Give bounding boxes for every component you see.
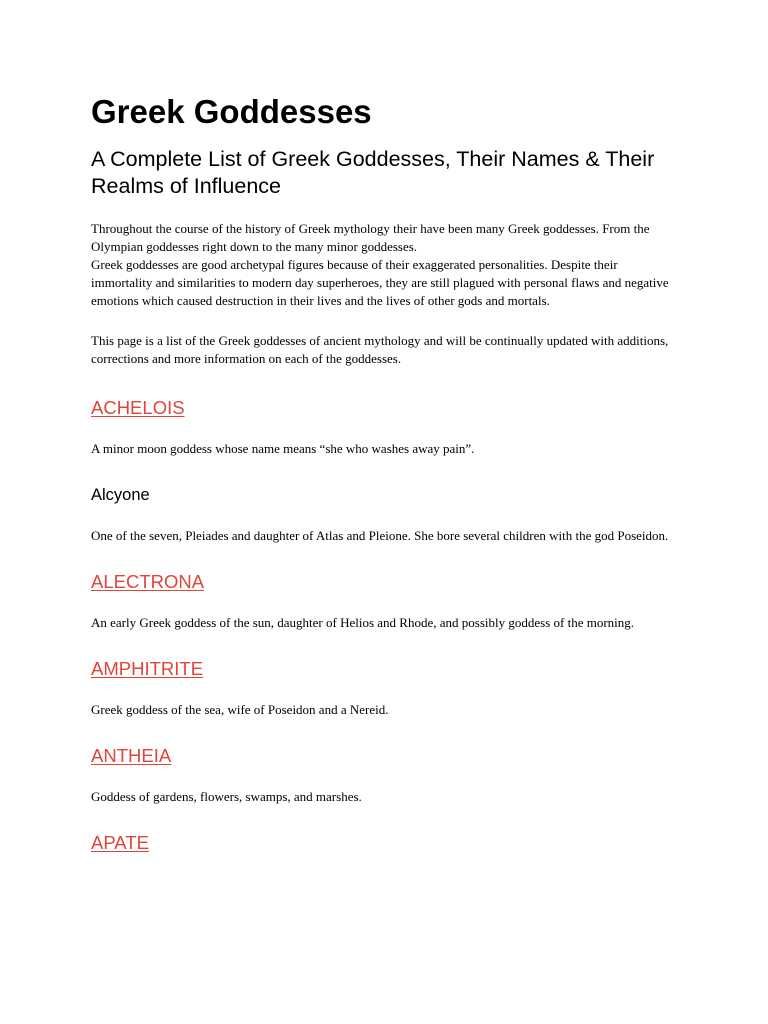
entry-description: Goddess of gardens, flowers, swamps, and marshes.	[91, 789, 362, 804]
entry-description: An early Greek goddess of the sun, daughter of Helios and Rhode, and possibly goddess of the morning.	[91, 615, 635, 630]
page-subtitle: A Complete List of Greek Goddesses, Their Names & Their Realms of Influence	[91, 147, 655, 198]
entry-heading-link[interactable]: ACHELOIS	[91, 397, 185, 418]
entry-description: One of the seven, Pleiades and daughter of Atlas and Pleione. She bore several children with the god Poseidon.	[91, 528, 669, 543]
entry-antheia	[91, 745, 691, 806]
entry-alectrona	[91, 571, 691, 632]
entry-heading-link[interactable]: ANTHEIA	[91, 745, 172, 766]
entry-amphitrite	[91, 658, 691, 719]
entry-heading-link[interactable]: AMPHITRITE	[91, 658, 204, 679]
intro-paragraph-3: This page is a list of the Greek goddesses of ancient mythology and will be continually updated with additions, corrections and more information on each of the goddesses.	[91, 333, 669, 366]
entry-heading-link[interactable]: APATE	[91, 832, 149, 853]
entry-apate	[91, 832, 691, 854]
document-page	[91, 92, 691, 854]
entry-heading: Alcyone	[91, 486, 150, 504]
intro-paragraph-1: Throughout the course of the history of Greek mythology their have been many Greek goddesses. From the Olympian goddesses right down to the many minor goddesses.	[91, 221, 650, 254]
entry-heading-link[interactable]: ALECTRONA	[91, 571, 205, 592]
entry-achelois	[91, 397, 691, 458]
intro-paragraph-2: Greek goddesses are good archetypal figures because of their exaggerated personalities. Despite their immortality and similarities to modern day superheroes, they are still plagued with personal flaws and negative emotions which caused destruction in their lives and the lives of other gods and mortals.	[91, 257, 669, 308]
entry-description: A minor moon goddess whose name means “she who washes away pain”.	[91, 441, 475, 456]
entry-description: Greek goddess of the sea, wife of Poseidon and a Nereid.	[91, 702, 389, 717]
page-title: Greek Goddesses	[91, 93, 372, 130]
entry-alcyone	[91, 484, 691, 545]
